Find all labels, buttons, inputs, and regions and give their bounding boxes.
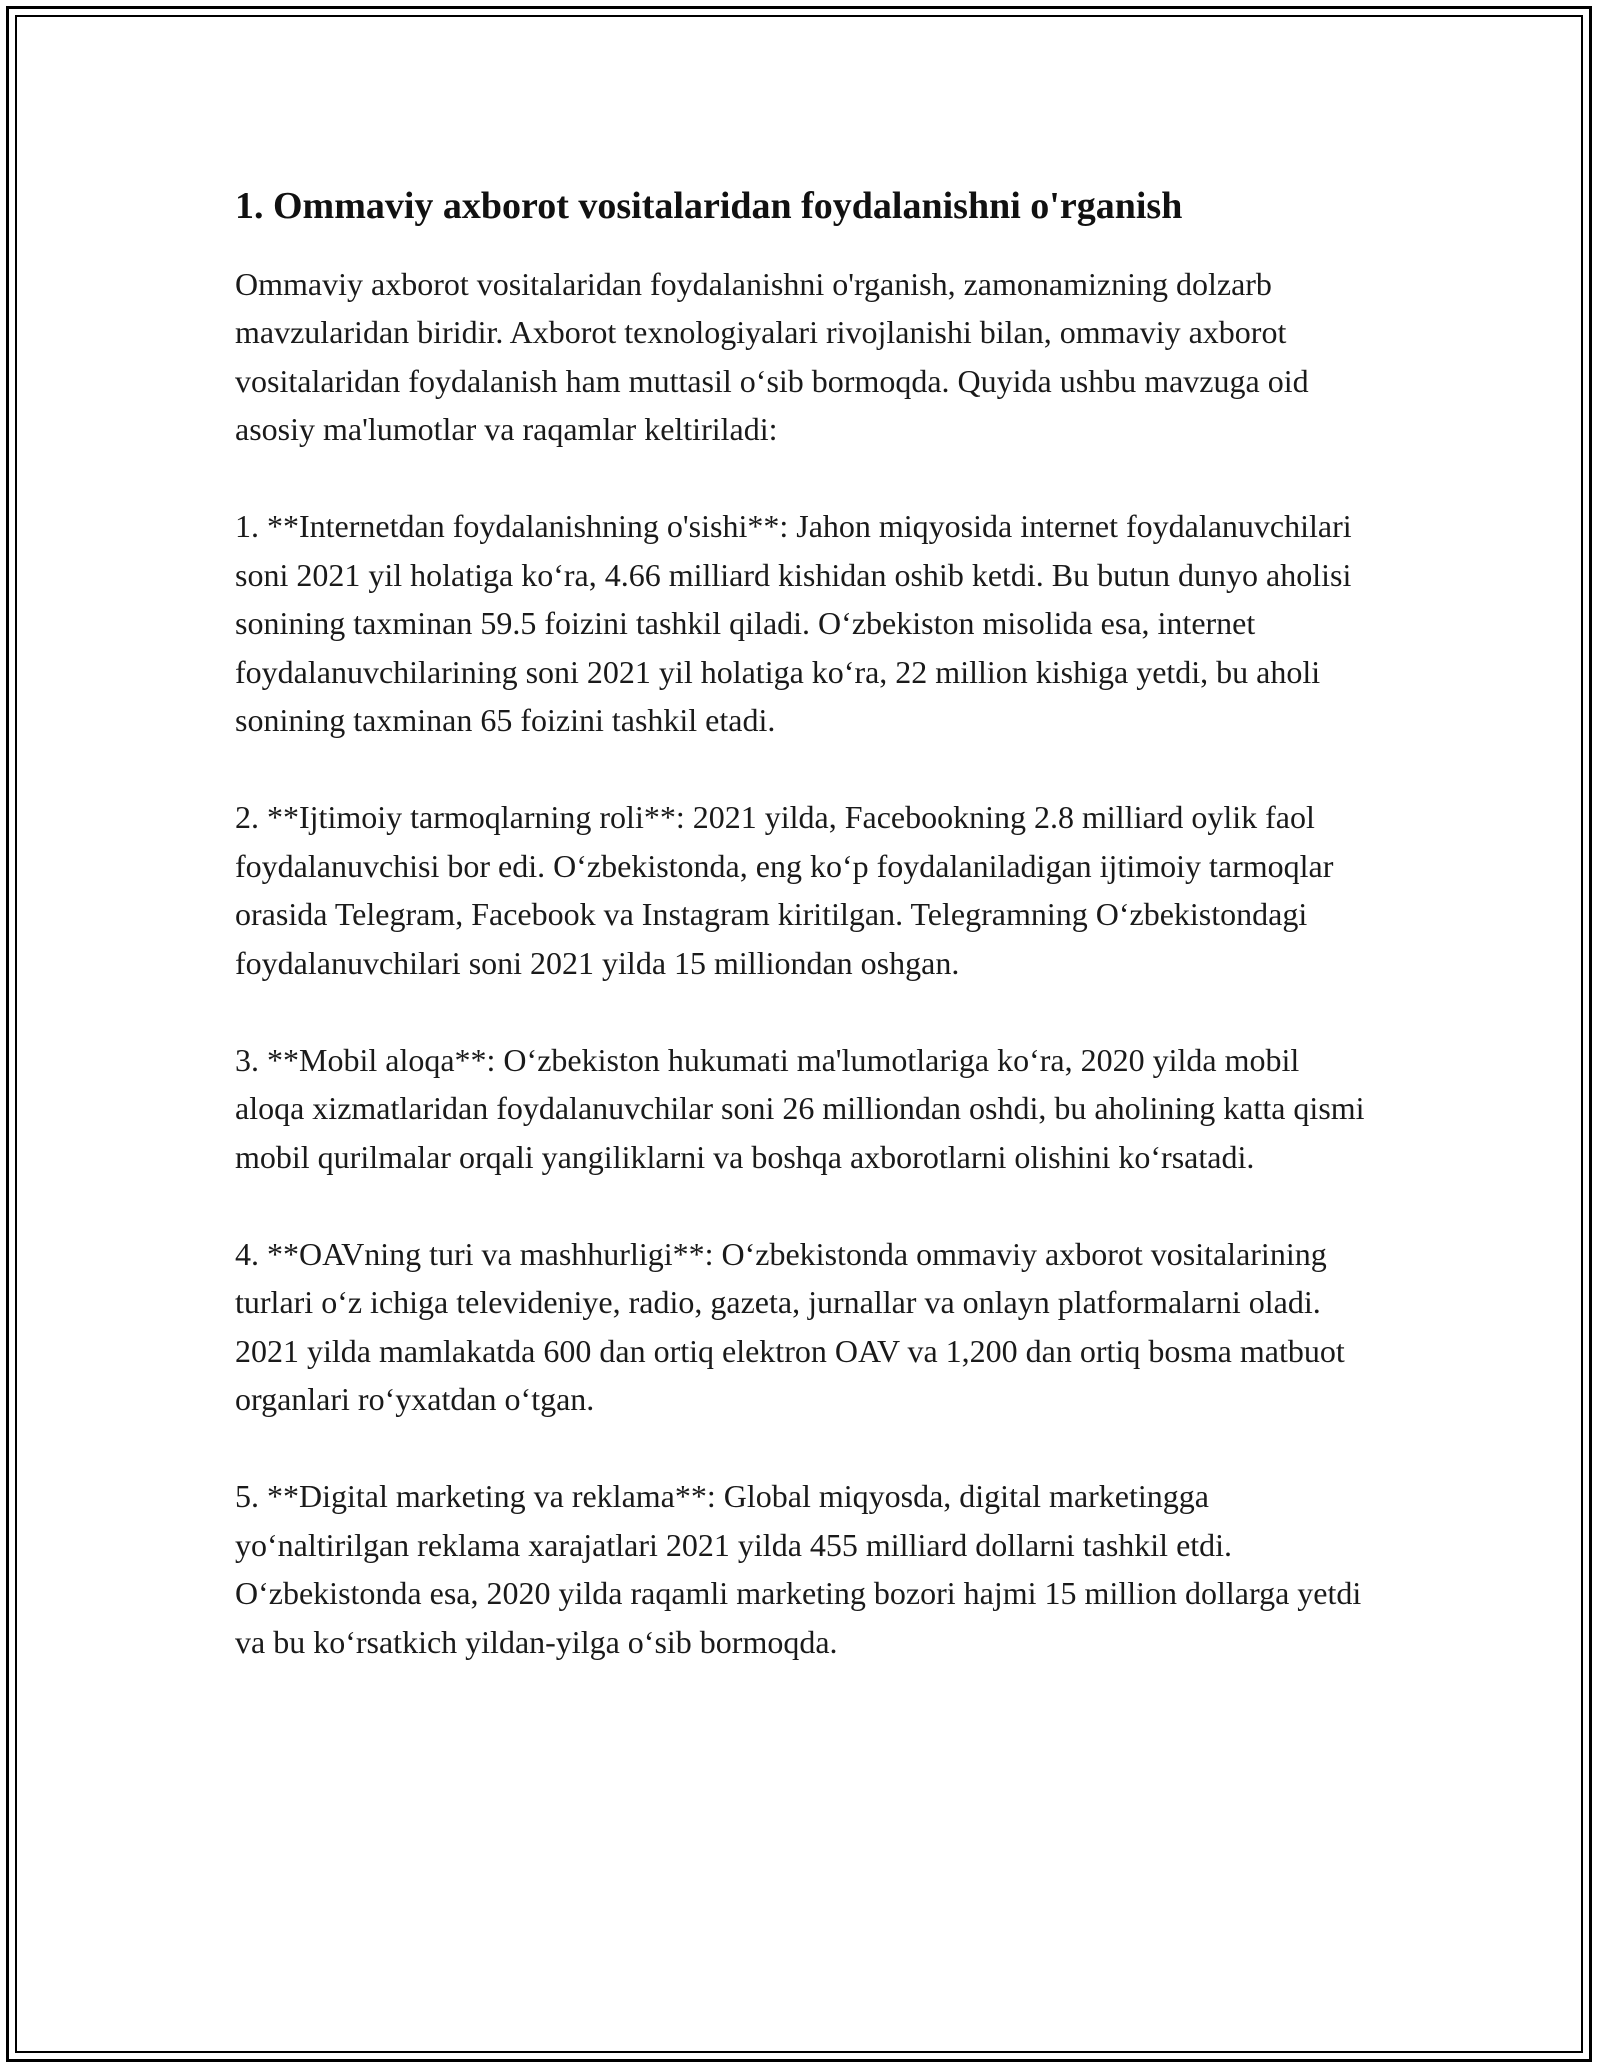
document-title: 1. Ommaviy axborot vositalaridan foydalanishni o'rganish [235,185,1183,227]
paragraph-media-types: 4. **OAVning turi va mashhurligi**: O‘zbekistonda ommaviy axborot vositalarining turlari o‘z ichiga televideniye, radio, gazeta, jurnallar va onlayn platformalarni oladi. 2021 yilda mamlakatda 600 dan ortiq elektron OAV va 1,200 dan ortiq bosma matbuot organlari ro‘yxatdan o‘tgan. [235,1235,1345,1418]
intro-paragraph: Ommaviy axborot vositalaridan foydalanishni o'rganish, zamonamizning dolzarb mavzularidan biridir. Axborot texnologiyalari rivojlanishi bilan, ommaviy axborot vositalaridan foydalanish ham muttasil o‘sib bormoqda. Quyida ushbu mavzuga oid asosiy ma'lumotlar va raqamlar keltiriladi: [235,265,1309,448]
paragraph-mobile: 3. **Mobil aloqa**: O‘zbekiston hukumati ma'lumotlariga ko‘ra, 2020 yilda mobil aloqa xizmatlaridan foydalanuvchilar soni 26 milliondan oshdi, bu aholining katta qismi mobil qurilmalar orqali yangiliklarni va boshqa axborotlarni olishini ko‘rsatadi. [235,1041,1365,1175]
paragraph-digital-marketing: 5. **Digital marketing va reklama**: Global miqyosda, digital marketingga yo‘naltirilgan reklama xarajatlari 2021 yilda 455 milliard dollarni tashkil etdi. O‘zbekistonda esa, 2020 yilda raqamli marketing bozori hajmi 15 million dollarga yetdi va bu ko‘rsatkich yildan-yilga o‘sib bormoqda. [235,1478,1362,1660]
paragraph-internet-growth: 1. **Internetdan foydalanishning o'sishi**: Jahon miqyosida internet foydalanuvchilari soni 2021 yil holatiga ko‘ra, 4.66 milliard kishidan oshib ketdi. Bu butun dunyo aholisi sonining taxminan 59.5 foizini tashkil qiladi. O‘zbekiston misolida esa, internet foydalanuvchilarining soni 2021 yil holatiga ko‘ra, 22 million kishiga yetdi, bu aholi sonining taxminan 65 foizini tashkil etadi. [235,508,1352,739]
document-body [235,184,1375,1715]
paragraph-social-networks: 2. **Ijtimoiy tarmoqlarning roli**: 2021 yilda, Facebookning 2.8 milliard oylik faol foydalanuvchisi bor edi. O‘zbekistonda, eng ko‘p foydalaniladigan ijtimoiy tarmoqlar orasida Telegram, Facebook va Instagram kiritilgan. Telegramning O‘zbekistondagi foydalanuvchilari soni 2021 yilda 15 milliondan oshgan. [235,799,1334,981]
